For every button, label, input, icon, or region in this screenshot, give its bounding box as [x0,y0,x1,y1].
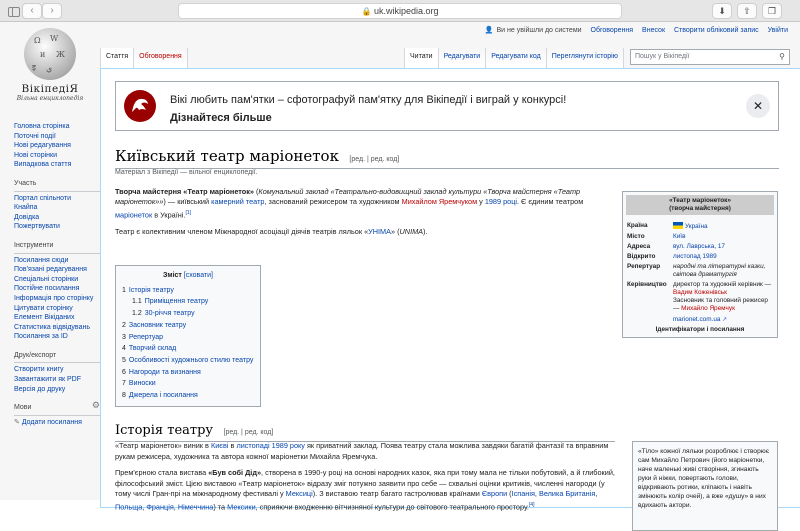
infobox-key: Репертуар [627,263,661,270]
text-span: Прем'єрною стала вистава [115,468,209,477]
sidebar-item-new-pages[interactable]: Нові сторінки [14,151,57,159]
gear-icon[interactable]: ⚙ [91,400,100,411]
toc-header [122,270,254,282]
sidebar [14,122,100,427]
toc-num: 6 [122,368,126,376]
sidebar-item-community-portal[interactable]: Портал спільноти [14,194,72,202]
infobox-title-line: (творча майстерня) [669,205,731,212]
link-france[interactable]: Франція [146,501,174,511]
tabs-button[interactable] [762,3,782,19]
link-uk[interactable]: Велика Британія [538,489,596,498]
not-logged-in: Ви не увійшли до системи [496,27,582,34]
infobox-key: Відкрито [627,253,656,260]
toc-link[interactable]: Нагороди та визнання [128,368,201,376]
namespace-tabs [100,48,188,68]
text-span: Творча майстерня «Театр маріонеток» [115,187,254,196]
text-span: , створена в 1990-у році на основі народних казок, яка при тому мала не тільки побутовий, а й глибокий, філософський зміст. Цією виставою «Театр маріонеток» відразу зміг потужно заявити про себе — схвальні оцінки критиків, численні нагороди (у тому числі Гран-прі на міжнародному фестивалі у [115,468,615,498]
text-span: , [595,489,598,498]
text-span: , сприяючи входженню вітчизняної культури до світового театрального простору. [255,501,529,511]
sidebar-item-wikidata-item[interactable]: Елемент Вікіданих [14,314,75,322]
wiki-page [0,22,800,511]
section-heading [115,421,615,442]
toc-num: 2 [122,321,126,329]
sidebar-item-page-views[interactable]: Статистика відвідувань [14,323,90,331]
link-ukraine[interactable]: Україна [685,223,708,230]
sidebar-item-special-pages[interactable]: Спеціальні сторінки [14,275,79,283]
infobox-row [626,221,774,232]
toc-toggle[interactable]: [сховати] [183,272,213,279]
link-mexico[interactable]: Мексиці [285,489,313,498]
text-span: Комунальний заклад «Театрально-видовищний заклад культури «Творча майстерня «Театр маріонеток»» [115,187,581,207]
text-span: ). З виставою театр багато гастролював країнами [312,489,482,498]
infobox-value [672,242,774,252]
text-span: , [142,501,147,511]
share-icon: ⇪ [743,6,751,16]
link-website[interactable]: marionet.com.ua [672,316,721,323]
content-area [100,68,800,511]
ref-4[interactable]: [4] [528,501,535,508]
toc-num: 7 [122,380,126,388]
wiki-logo[interactable] [14,28,86,108]
section-paragraph-2 [115,468,621,512]
add-links-label: Додати посилання [21,418,82,426]
text-span: ) — київський [163,197,212,207]
infobox-row [626,262,774,280]
toc-item[interactable] [122,332,254,344]
link-poland[interactable]: Польща [115,501,143,511]
toc-num: 5 [122,356,126,364]
tab-edit-source[interactable]: Редагувати код [486,48,547,68]
text-span: ( [507,489,512,498]
toc-item[interactable] [122,367,254,379]
toc-num: 8 [122,392,126,400]
text-span: «Був собі Дід» [208,468,262,477]
contributions-link[interactable]: Внесок [642,27,666,34]
sidebar-item-current-events[interactable]: Поточні події [14,132,56,140]
infobox-footer: Ідентифікатори і посилання [655,326,745,333]
tab-talk[interactable]: Обговорення [134,48,188,68]
infobox-key: Місто [627,233,645,240]
share-button[interactable] [737,3,757,19]
sidebar-heading-languages [14,400,100,416]
link-europe[interactable]: Європи [481,489,508,498]
infobox-value [672,252,774,262]
wordmark: ВікіпедіЯ [21,83,79,95]
text-span: , заснований режисером та художником [264,197,402,207]
campaign-banner [115,81,779,131]
personal-tools [485,26,788,34]
link-chamber-theatre[interactable]: камерний театр [211,197,265,207]
sidebar-heading-participation: Участь [14,179,100,192]
link-mexico-2[interactable]: Мексики [227,501,256,511]
infobox-value [672,280,774,314]
sidebar-item-village-pump[interactable]: Кнайпа [14,204,38,212]
external-link-icon: ↗ [720,317,728,323]
sidebar-item-what-links-here[interactable]: Посилання сюди [14,256,69,264]
infobox [622,191,778,338]
text-span: як приватний заклад. Поява театру стала можлива завдяки багатій фантазії та вправним рукам режисера, художника та автора кожної маріонетки Михайла Яремчука. [115,441,609,461]
section-title: Історія театру [115,423,214,438]
toc-title: Зміст [163,272,182,279]
infobox-value [672,232,774,242]
sidebar-item-page-info[interactable]: Інформація про сторінку [14,294,94,302]
toc-num: 4 [122,345,126,353]
lock-icon: 🔒 [361,7,372,16]
address-bar[interactable] [178,3,622,19]
forward-button[interactable]: › [42,3,62,19]
link-spain[interactable]: Іспанія [511,489,535,498]
toc-item[interactable] [122,308,254,320]
toc-link[interactable]: Виноски [128,380,156,388]
infobox-site [626,316,774,324]
link-germany[interactable]: Німеччина [177,501,214,511]
text-span: ) та [213,501,228,511]
search-icon[interactable]: ⚲ [779,52,785,61]
puzzle-globe-icon: Ω W и Ж ي इ [24,28,76,80]
sidebar-item-download-pdf[interactable]: Завантажити як PDF [14,376,81,384]
download-icon: ⬇ [718,6,726,16]
link-founder[interactable]: Михайло Яремчук [681,305,735,312]
tab-edit[interactable]: Редагувати [439,48,487,68]
toc-link[interactable]: Джерела і посилання [128,392,198,400]
infobox-value [672,262,774,280]
quote-box: «Тіло» кожної ляльки розроблює і створює сам Михайло Петрович (його маріонетки, наче маленькі живі створіння, згинають руки й ніжки, повертають голови, відкривають ротики, кліпають і навіть змінюють колір очей), а вже «душу» в них вдихають актори. [632,441,778,531]
sidebar-item-random[interactable]: Випадкова стаття [14,161,72,169]
tab-read[interactable]: Читати [404,48,439,68]
toc-link[interactable]: Історія театру [128,286,174,294]
table-of-contents [115,265,261,407]
toc-num: 1.2 [132,310,142,318]
link-opened[interactable]: листопад 1989 [673,253,717,260]
infobox-title [626,195,774,215]
toc-item[interactable] [122,390,254,402]
languages-title: Мови [14,404,32,412]
section-edit-links[interactable]: [ред. | ред. код] [223,429,274,436]
intro-paragraph-2 [115,227,615,237]
close-icon[interactable]: ✕ [746,94,770,118]
infobox-key: Адреса [627,243,651,250]
sidebar-item-create-book[interactable]: Створити книгу [14,366,64,374]
link-kyiv[interactable]: Київ [673,233,686,240]
site-sub: Матеріал з Вікіпедії — вільної енциклопедії. [115,169,258,176]
link-yaremchuk[interactable]: Михайлом Яремчуком [401,197,478,207]
toc-link[interactable]: Репертуар [128,333,164,341]
toc-num: 3 [122,333,126,341]
view-tabs [404,48,624,68]
toc-item[interactable] [122,296,254,308]
toc-item[interactable] [122,378,254,390]
add-links-link[interactable] [14,418,100,428]
toc-num: 1 [122,286,126,294]
text-span: у [477,197,485,207]
text-span: Засновник та головний режисер — [673,297,768,312]
sidebar-item-related-changes[interactable]: Пов'язані редагування [14,266,87,274]
sidebar-item-donate[interactable]: Пожертвувати [14,223,60,231]
back-button[interactable]: ‹ [22,3,42,19]
text-span: , [173,501,178,511]
tab-article[interactable]: Стаття [100,48,134,68]
text-span: ( [253,187,259,196]
sidebar-heading-tools: Інструменти [14,241,100,254]
article-intro [115,187,615,245]
sidebar-heading-print: Друк/експорт [14,351,100,364]
ukraine-flag-icon [673,222,683,229]
toc-link[interactable]: 30-річчя театру [144,310,195,318]
repertoire-value: народні та літературні казки, світова драматургія [673,263,766,278]
search-input[interactable] [630,49,790,65]
intro-paragraph-1 [115,187,611,220]
browser-toolbar [0,0,800,22]
url-text: uk.wikipedia.org [373,6,439,16]
ref-1[interactable]: [1] [185,209,191,216]
infobox-value [672,221,774,232]
link-unima[interactable]: УНІМА [368,227,392,237]
text-span: ). [423,227,428,237]
link-marionettes[interactable]: маріонеток [115,210,153,220]
title-edit-links[interactable]: [ред. | ред. код] [349,156,400,163]
pencil-icon: ✎ [14,418,20,426]
sidebar-nav [14,122,100,170]
page-title: Київський театр маріонеток [115,147,339,165]
talk-link[interactable]: Обговорення [590,27,634,34]
tagline: Вільна енциклопедія [16,95,84,102]
tab-history[interactable]: Переглянути історію [547,48,624,68]
create-account-link[interactable]: Створити обліковий запис [673,27,759,34]
text-span: UNIMA [399,227,424,237]
infobox-row [626,232,774,242]
text-span: , [534,489,539,498]
toc-link[interactable]: Творчий склад [128,345,177,353]
tabs-icon: ❐ [767,6,777,16]
infobox-row [626,252,774,262]
sidebar-item-link-by-id[interactable]: Посилання за ID [14,333,68,341]
toc-link[interactable]: Особливості художнього стилю театру [128,356,254,364]
text-span: в Україні. [152,210,186,220]
sidebar-item-permanent-link[interactable]: Постійне посилання [14,285,80,293]
banner-learn-more-link[interactable]: Дізнайтеся більше [170,112,272,124]
sidebar-item-cite-page[interactable]: Цитувати сторінку [14,304,73,312]
toc-link[interactable]: Засновник театру [128,321,187,329]
infobox-title-line: «Театр маріонеток» [669,197,731,204]
text-span: Театр є колективним членом Міжнародної асоціації діячів театрів ляльок « [115,227,369,237]
wiki-loves-monuments-icon [124,90,156,122]
sidebar-item-printable-version[interactable]: Версія до друку [14,385,66,393]
infobox-table [626,221,774,314]
toc-item[interactable] [122,355,254,367]
link-address[interactable]: вул. Лаврська, 17 [673,243,725,250]
text-span: директор та художній керівник — [673,281,772,288]
link-1989[interactable]: 1989 році [484,197,517,207]
toc-item[interactable] [122,285,254,297]
text-span: в [228,441,237,450]
infobox-key: Країна [627,222,648,229]
link-kyiv-city[interactable]: Києві [210,441,229,450]
infobox-row [626,242,774,252]
section-body [115,441,621,518]
infobox-key: Керівництво [627,281,667,288]
sidebar-item-main-page[interactable]: Головна сторінка [14,123,70,130]
download-button[interactable] [712,3,732,19]
infobox-row [626,280,774,314]
user-icon: 👤 [484,27,494,34]
sidebar-item-help[interactable]: Довідка [14,213,40,221]
link-director[interactable]: Вадим Коженівськ [673,289,727,296]
toc-link[interactable]: Приміщення театру [144,298,209,306]
login-link[interactable]: Увійти [767,27,788,34]
toc-item[interactable] [122,320,254,332]
sidebar-item-recent-changes[interactable]: Нові редагування [14,142,71,150]
text-span: . Є єдиним театром [517,197,584,207]
toc-item[interactable] [122,343,254,355]
search-placeholder: Пошук у Вікіпедії [635,53,690,60]
text-span: » ( [391,227,400,237]
toc-num: 1.1 [132,298,142,306]
banner-text: Вікі любить пам'ятки – сфотографуй пам'ятку для Вікіпедії і виграй у конкурсі! [170,94,567,106]
text-span: «Театр маріонеток» виник в [115,441,211,450]
page-title-bar [115,147,779,169]
section-paragraph-1 [115,441,621,462]
sidebar-toggle-icon[interactable] [8,5,20,17]
link-november-1989[interactable]: листопаді 1989 року [236,441,305,450]
